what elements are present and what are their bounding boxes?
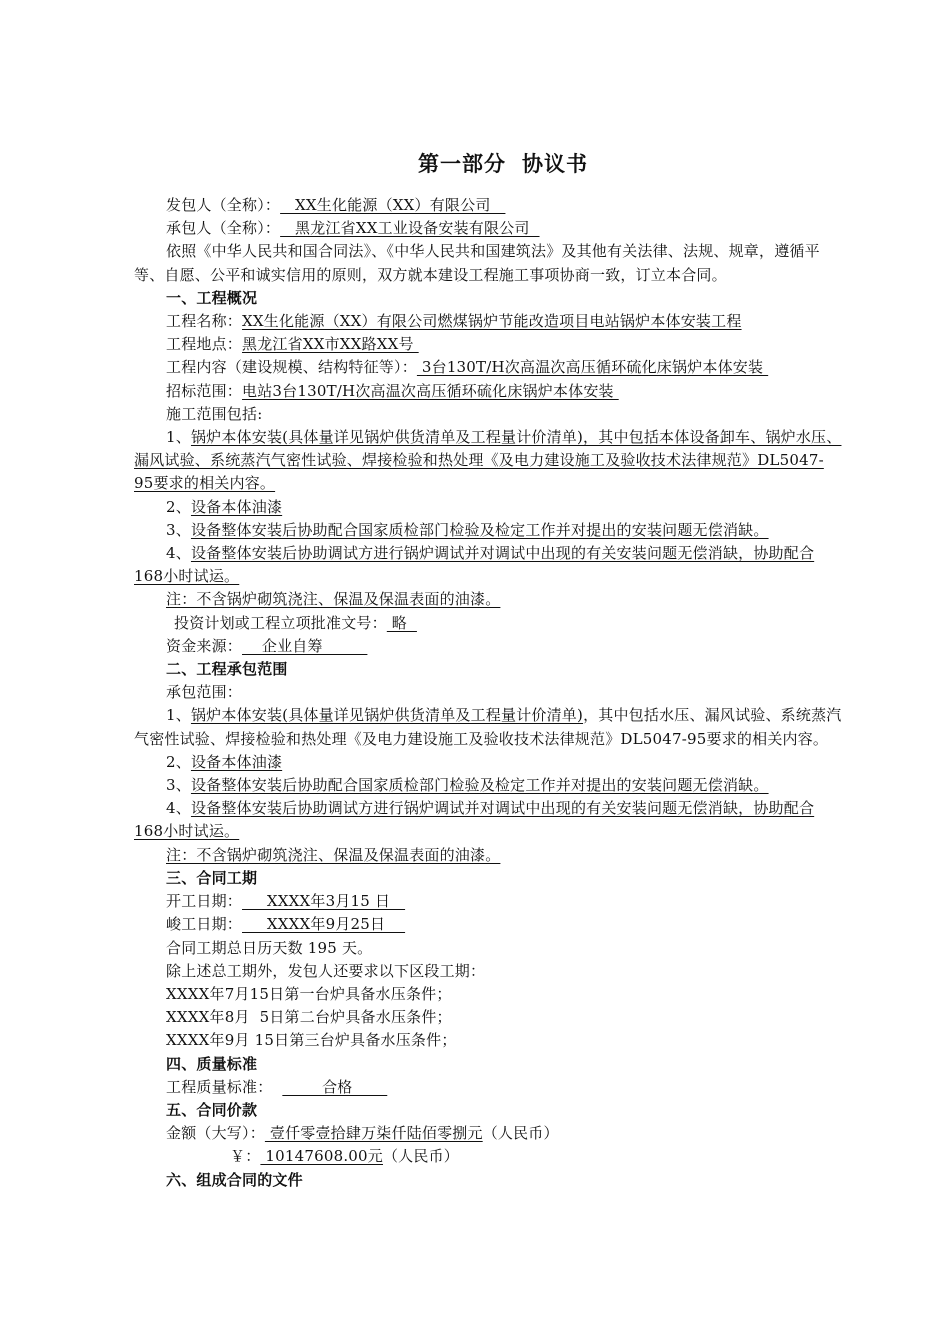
total-days: 合同工期总日历天数 195 天。: [166, 938, 373, 957]
end-date-line: [134, 913, 842, 936]
s2-item-1-rest: ，其中包括水压、漏风试验、系统蒸汽气密性试验、焊接检验和热处理《及电力建设施工及验收技术法律规范》DL5047-95要求的相关内容。: [134, 706, 842, 748]
stage-intro: 除上述总工期外，发包人还要求以下区段工期：: [166, 961, 486, 980]
invest-value: 略: [386, 613, 417, 632]
s2-item-2: [134, 751, 842, 774]
s2-item-3-text: 设备整体安装后协助配合国家质检部门检验及检定工作并对提出的安装问题无偿消缺。: [190, 776, 769, 795]
project-content-value: 3台130T/H次高温次高压循环硫化床锅炉本体安装: [416, 358, 769, 377]
contractor-value: 黑龙江省XX工业设备安装有限公司: [280, 219, 540, 238]
section-4-heading: 四、质量标准: [166, 1054, 258, 1073]
project-content-label: 工程内容（建设规模、结构特征等）：: [166, 358, 417, 377]
s1-note-text: 注：不含锅炉砌筑浇注、保温及保温表面的油漆。: [166, 590, 501, 609]
price-number-label: ￥：: [230, 1147, 261, 1166]
stage-2: XXXX年8月 5日第二台炉具备水压条件；: [166, 1008, 452, 1027]
fund-value: 企业自筹: [242, 636, 368, 655]
project-site-value: 黑龙江省XX市XX路XX号: [242, 335, 419, 354]
s2-item-2-text: 设备本体油漆: [190, 752, 283, 771]
s1-item-3-prefix: 3、: [166, 520, 191, 539]
section-5-heading: 五、合同价款: [166, 1100, 258, 1119]
s2-item-3-prefix: 3、: [166, 776, 191, 795]
contractor-label: 承包人（全称）：: [166, 219, 281, 238]
quality-line: [134, 1076, 842, 1099]
s1-item-3-text: 设备整体安装后协助配合国家质检部门检验及检定工作并对提出的安装问题无偿消缺。: [190, 520, 769, 539]
price-words-value: 壹仟零壹拾肆万柒仟陆佰零捌元: [264, 1124, 483, 1143]
stage-1: XXXX年7月15日第一台炉具备水压条件；: [166, 984, 452, 1003]
s1-item-1-prefix: 1、: [166, 428, 191, 447]
s2-item-4-text: 设备整体安装后协助调试方进行锅炉调试并对调试中出现的有关安装问题无偿消缺，协助配合168小时试运。: [134, 799, 815, 841]
s1-note: [134, 588, 842, 611]
stage-3: XXXX年9月 15日第三台炉具备水压条件；: [166, 1031, 457, 1050]
s1-item-3: [134, 519, 842, 542]
project-name-label: 工程名称：: [166, 312, 243, 331]
agreement-page: [134, 150, 842, 1192]
bid-scope-value: 电站3台130T/H次高温次高压循环硫化床锅炉本体安装: [242, 381, 619, 400]
quality-label: 工程质量标准：: [166, 1077, 273, 1096]
title-part: 第一部分: [418, 152, 506, 176]
price-number-suffix: （人民币）: [382, 1147, 459, 1166]
s1-item-4: [134, 542, 842, 588]
section-3-heading: 三、合同工期: [166, 868, 258, 887]
contractor-line: [134, 217, 842, 240]
s2-item-3: [134, 774, 842, 797]
project-name-line: [134, 310, 842, 333]
project-site-line: [134, 333, 842, 356]
intro-paragraph: 依照《中华人民共和国合同法》、《中华人民共和国建筑法》及其他有关法律、法规、规章，遵循平等、自愿、公平和诚实信用的原则，双方就本建设工程施工事项协商一致，订立本合同。: [134, 242, 820, 284]
section-1-heading: 一、工程概况: [166, 288, 258, 307]
s2-item-4: [134, 797, 842, 843]
s1-item-1: [134, 426, 842, 496]
s1-item-2-text: 设备本体油漆: [190, 497, 283, 516]
fund-label: 资金来源：: [166, 636, 243, 655]
end-date-value: XXXX年9月25日: [242, 915, 406, 934]
s1-item-4-text: 设备整体安装后协助调试方进行锅炉调试并对调试中出现的有关安装问题无偿消缺，协助配合168小时试运。: [134, 544, 815, 586]
s1-item-2: [134, 496, 842, 519]
price-words-line: [134, 1122, 842, 1145]
start-date-value: XXXX年3月15 日: [242, 892, 406, 911]
s2-note: [134, 844, 842, 867]
s2-item-1-text: 锅炉本体安装(具体量详见锅炉供货清单及工程量计价清单): [190, 706, 584, 725]
s2-item-4-prefix: 4、: [166, 799, 191, 818]
bid-scope-label: 招标范围：: [166, 381, 243, 400]
fund-line: [134, 635, 842, 658]
project-content-line: [134, 356, 842, 379]
title-name: 协议书: [522, 152, 588, 176]
page-title: [164, 150, 842, 178]
s1-item-4-prefix: 4、: [166, 544, 191, 563]
end-date-label: 峻工日期：: [166, 915, 243, 934]
project-name-value: XX生化能源（XX）有限公司燃煤锅炉节能改造项目电站锅炉本体安装工程: [242, 312, 742, 331]
price-words-label: 金额（大写）：: [166, 1124, 265, 1143]
s1-item-1-text: 锅炉本体安装(具体量详见锅炉供货清单及工程量计价清单)，其中包括本体设备卸车、锅炉水压、漏风试验、系统蒸汽气密性试验、焊接检验和热处理《及电力建设施工及验收技术法律规范》DL5047-95要求的相关内容。: [134, 428, 842, 493]
s2-item-1: [134, 704, 842, 750]
employer-label: 发包人（全称）：: [166, 196, 281, 214]
employer-line: [134, 194, 842, 217]
start-date-line: [134, 890, 842, 913]
start-date-label: 开工日期：: [166, 892, 243, 911]
s2-item-2-prefix: 2、: [166, 752, 191, 771]
price-words-suffix: （人民币）: [482, 1124, 559, 1143]
invest-label: 投资计划或工程立项批准文号：: [174, 613, 387, 632]
price-number-value: 10147608.00元: [260, 1147, 383, 1166]
scope-label: 施工范围包括:: [166, 404, 263, 423]
s1-item-2-prefix: 2、: [166, 497, 191, 516]
s2-item-1-prefix: 1、: [166, 706, 191, 725]
price-number-line: [134, 1145, 842, 1168]
quality-value: 合格: [282, 1077, 388, 1096]
invest-line: [134, 612, 842, 635]
project-site-label: 工程地点：: [166, 335, 243, 354]
contract-scope-label: 承包范围：: [166, 683, 243, 702]
employer-value: XX生化能源（XX）有限公司: [280, 196, 506, 214]
bid-scope-line: [134, 380, 842, 403]
section-6-heading: 六、组成合同的文件: [166, 1170, 303, 1189]
s2-note-text: 注：不含锅炉砌筑浇注、保温及保温表面的油漆。: [166, 845, 501, 864]
section-2-heading: 二、工程承包范围: [166, 660, 288, 679]
